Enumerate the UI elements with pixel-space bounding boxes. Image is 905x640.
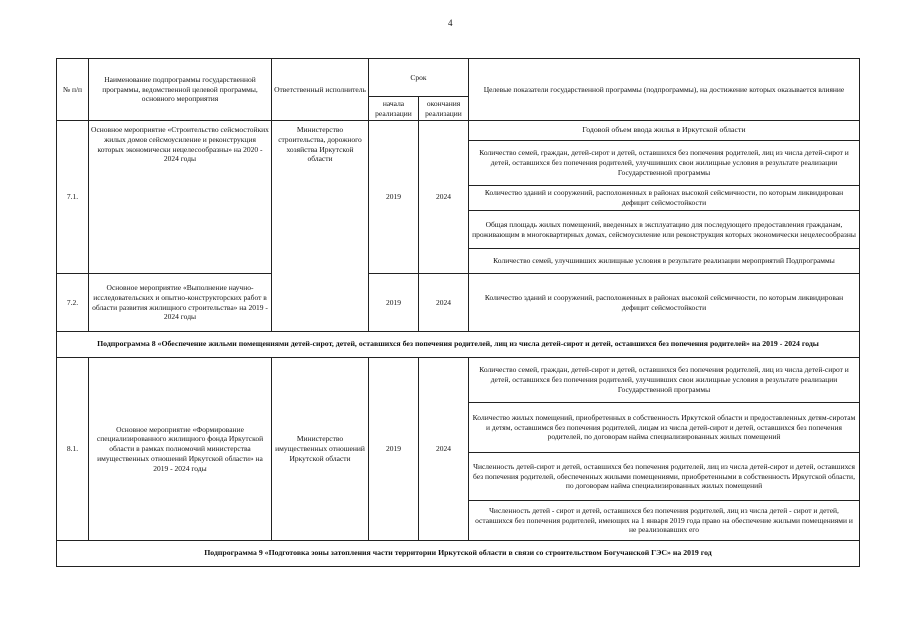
measure-name: Основное мероприятие «Строительство сейсмостойких жилых домов сейсмоусиление и реконструкция которых экономически нецелесообразны» на 2020 - 2024 годы xyxy=(89,121,272,274)
header-indicators: Целевые показатели государственной программы (подпрограммы), на достижение которых оказывается влияние xyxy=(469,59,860,121)
table-row xyxy=(57,121,860,141)
end-year: 2024 xyxy=(419,358,469,541)
indicator: Количество семей, граждан, детей-сирот и детей, оставшихся без попечения родителей, лиц из числа детей-сирот и детей, оставшихся без попечения родителей, улучшивших свои жилищные условия в результате реализации Государственной программы xyxy=(469,358,860,403)
header-period: Срок xyxy=(369,59,469,97)
subprogram-title: Подпрограмма 8 «Обеспечение жильми помещениями детей-сирот, детей, оставшихся без попечения родителей, лиц из числа детей-сирот и детей, оставшихся без попечения родителей» на 2019 - 2024 годы xyxy=(57,332,860,358)
indicator: Численность детей-сирот и детей, оставшихся без попечения родителей, лиц из числа детей-сирот и детей, оставшихся без попечения родителей, обеспеченных жилыми помещениями, приобретенными в собственность Иркутской области, по договорам найма специализированных жилых помещений xyxy=(469,453,860,501)
executor: Министерство строительства, дорожного хозяйства Иркутской области xyxy=(272,121,369,332)
subprogram-title: Подпрограмма 9 «Подготовка зоны затопления части территории Иркутской области в связи со строительством Богучанской ГЭС» на 2019 год xyxy=(57,541,860,567)
indicator: Численность детей - сирот и детей, оставшихся без попечения родителей, лиц из числа детей - сирот и детей, оставшихся без попечения родителей, имеющих на 1 января 2019 года право на обеспечение жилыми помещениями и не реализовавших его xyxy=(469,501,860,541)
indicator: Количество зданий и сооружений, расположенных в районах высокой сейсмичности, по которым ликвидирован дефицит сейсмостойкости xyxy=(469,186,860,211)
start-year: 2019 xyxy=(369,121,419,274)
indicator: Годовой объем ввода жилья в Иркутской области xyxy=(469,121,860,141)
indicator: Общая площадь жилых помещений, введенных в эксплуатацию для последующего предоставления гражданам, проживающим в многоквартирных домах, сейсмоусиление или реконструкция которых экономически нецелесообразны xyxy=(469,211,860,249)
executor: Министерство имущественных отношений Иркутской области xyxy=(272,358,369,541)
subprogram-row xyxy=(57,332,860,358)
indicator: Количество зданий и сооружений, расположенных в районах высокой сейсмичности, по которым ликвидирован дефицит сейсмостойкости xyxy=(469,274,860,332)
header-row xyxy=(57,59,860,97)
header-start: начала реализации xyxy=(369,97,419,121)
measure-name: Основное мероприятие «Формирование специализированного жилищного фонда Иркутской области в рамках полномочий министерства имущественных отношений Иркутской области» на 2019 - 2024 годы xyxy=(89,358,272,541)
header-end: окончания реализации xyxy=(419,97,469,121)
program-table xyxy=(56,58,860,567)
page-number: 4 xyxy=(448,18,453,28)
row-number: 8.1. xyxy=(57,358,89,541)
header-name: Наименование подпрограммы государственной программы, ведомственной целевой программы, основного мероприятия xyxy=(89,59,272,121)
header-executor: Ответственный исполнитель xyxy=(272,59,369,121)
row-number: 7.2. xyxy=(57,274,89,332)
table-row xyxy=(57,274,860,332)
end-year: 2024 xyxy=(419,121,469,274)
start-year: 2019 xyxy=(369,274,419,332)
indicator: Количество семей, граждан, детей-сирот и детей, оставшихся без попечения родителей, лиц из числа детей-сирот и детей, оставшихся без попечения родителей, улучшивших свои жилищные условия в результате реализации Государственной программы xyxy=(469,141,860,186)
table-row xyxy=(57,358,860,403)
measure-name: Основное мероприятие «Выполнение научно-исследовательских и опытно-конструкторских работ в области развития жилищного строительства» на 2019 - 2024 годы xyxy=(89,274,272,332)
indicator: Количество жилых помещений, приобретенных в собственность Иркутской области и предоставленных детям-сиротам и детям, оставшимся без попечения родителей, лицам из числа детей-сирот и детей, оставшихся без попечения родителей, по договорам найма специализированных жилых помещений xyxy=(469,403,860,453)
end-year: 2024 xyxy=(419,274,469,332)
row-number: 7.1. xyxy=(57,121,89,274)
start-year: 2019 xyxy=(369,358,419,541)
subprogram-row xyxy=(57,541,860,567)
header-num: № п/п xyxy=(57,59,89,121)
indicator: Количество семей, улучшивших жилищные условия в результате реализации мероприятий Подпрограммы xyxy=(469,249,860,274)
